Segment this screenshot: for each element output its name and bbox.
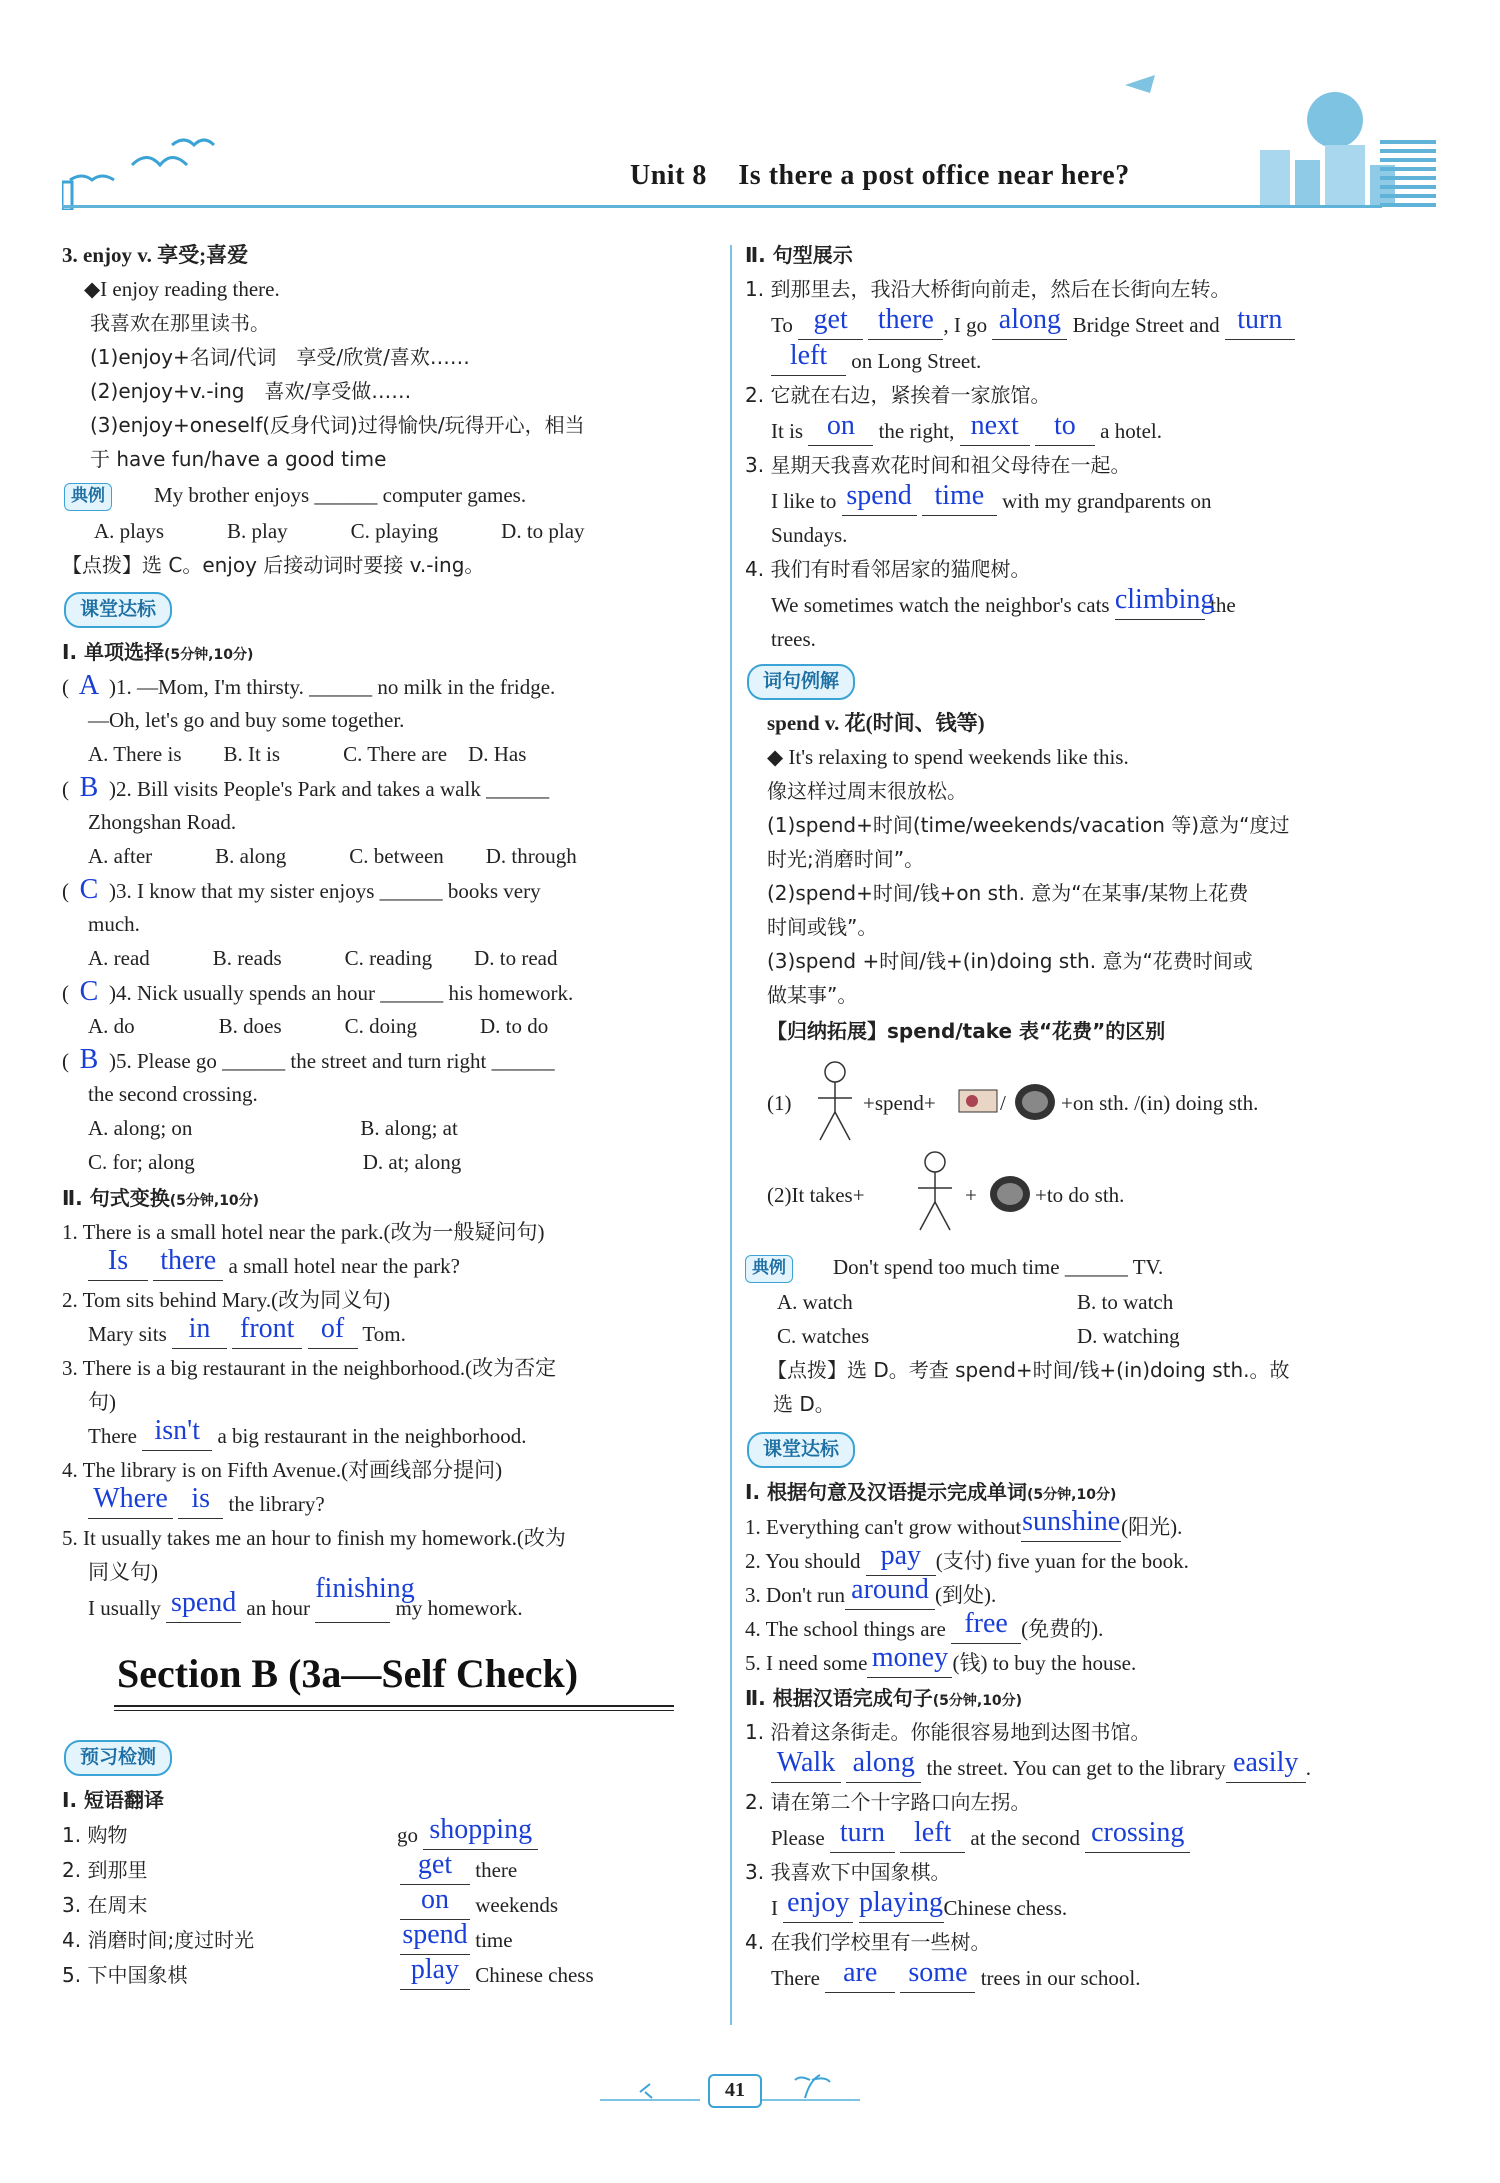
phrase-4-answer: spend: [402, 1919, 468, 1950]
page-title: [630, 160, 1130, 192]
q1-options: A. There is B. It is C. There are D. Has: [88, 742, 527, 766]
s1-time: (5分钟,10分): [164, 647, 254, 663]
example-tip: 【点拨】选 C。enjoy 后接动词时要接 v.-ing。: [62, 553, 485, 577]
enjoy-rule-2: (2)enjoy+v.-ing 喜欢/享受做……: [90, 379, 412, 403]
k1-2: [745, 1540, 1189, 1576]
t2-answer-3: of: [320, 1313, 345, 1344]
k1-3-pre: 3. Don't run: [745, 1583, 846, 1607]
k2-1-post: .: [1305, 1756, 1311, 1780]
enjoy-example-cn: 我喜欢在那里读书。: [90, 311, 270, 335]
formula-1-post: +on sth. /(in) doing sth.: [1061, 1091, 1259, 1115]
t1-answer-line: [88, 1245, 460, 1281]
k2-4-answer-2: some: [908, 1957, 968, 1988]
r2-answer-2: next: [970, 410, 1019, 441]
example-question: My brother enjoys ______ computer games.: [154, 483, 527, 507]
unit-label: Unit 8: [630, 160, 707, 191]
k1-4-answer: free: [964, 1608, 1008, 1639]
q4-answer: C: [79, 976, 99, 1007]
q4: ( C )4. Nick usually spends an hour ______ his homework.: [62, 976, 574, 1007]
q4-text: )4. Nick usually spends an hour ______ his homework.: [109, 981, 574, 1005]
k2-3-pre: I: [771, 1896, 778, 1920]
section-title: Section B (3a—Self Check): [117, 1651, 579, 1696]
k2-4-cn: 4. 在我们学校里有一些树。: [745, 1930, 991, 1954]
example-question-right: Don't spend too much time ______ TV.: [833, 1255, 1164, 1279]
r-heading: Ⅱ. 句型展示: [745, 243, 853, 267]
s1-heading: [62, 637, 253, 670]
t4-answer-1: Where: [93, 1483, 168, 1514]
q1: ( A )1. —Mom, I'm thirsty. ______ no milk in the fridge.: [62, 670, 556, 701]
r2-mid: the right,: [878, 419, 955, 443]
k2-2-line: [771, 1817, 1190, 1853]
t5-prompt-2: 同义句): [88, 1560, 158, 1584]
phrase-4-post: time: [475, 1928, 513, 1952]
spend-rule-3: (3)spend +时间/钱+(in)doing sth. 意为“花费时间或: [767, 949, 1253, 973]
k2-4-pre: There: [771, 1966, 820, 1990]
phrase-5-answer: play: [410, 1954, 460, 1985]
t4-post: the library?: [228, 1492, 325, 1516]
k1-5-pre: 5. I need some: [745, 1651, 868, 1675]
t2-post: Tom.: [362, 1322, 406, 1346]
r4-line: [771, 584, 1236, 620]
r3-post: with my grandparents on: [1002, 489, 1212, 513]
r2-pre: It is: [771, 419, 804, 443]
k2-3-post: Chinese chess.: [943, 1896, 1068, 1920]
k2-2-mid: at the second: [970, 1826, 1081, 1850]
k1-time: (5分钟,10分): [1027, 1487, 1117, 1503]
q1-text: )1. —Mom, I'm thirsty. ______ no milk in the fridge.: [109, 675, 556, 699]
k1-title: Ⅰ. 根据句意及汉语提示完成单词: [745, 1480, 1028, 1504]
q1-answer: A: [78, 670, 100, 701]
k1-2-post: (支付) five yuan for the book.: [935, 1549, 1189, 1573]
spend-rule-1: (1)spend+时间(time/weekends/vacation 等)意为“度过: [767, 813, 1290, 837]
formula-2-pre: (2)It takes+: [767, 1183, 865, 1207]
r3-answer-1: spend: [846, 480, 912, 511]
k1-1-answer: sunshine: [1022, 1506, 1121, 1537]
clock-icon: [1013, 1082, 1057, 1122]
option-c: C. watches: [777, 1324, 870, 1348]
k2-2-cn: 2. 请在第二个十字路口向左拐。: [745, 1790, 1031, 1814]
t3-answer-line: [88, 1415, 527, 1451]
r2-cn: 2. 它就在右边，紧挨着一家旅馆。: [745, 383, 1051, 407]
t3-prompt-2: 句): [88, 1390, 116, 1414]
seagull-decoration: [62, 110, 232, 210]
q2-options: A. after B. along C. between D. through: [88, 844, 577, 868]
r3-cn: 3. 星期天我喜欢花时间和祖父母待在一起。: [745, 453, 1131, 477]
k2-heading: [745, 1683, 1022, 1716]
k2-2-answer-2: left: [914, 1817, 952, 1848]
phrase-1-answer: shopping: [429, 1814, 533, 1845]
tag-word-examples: 词句例解: [747, 664, 855, 700]
r3-pre: I like to: [771, 489, 837, 513]
t5-mid: an hour: [246, 1596, 310, 1620]
k1-5-post: (钱) to buy the house.: [952, 1651, 1137, 1675]
r3-line: [771, 480, 1212, 516]
k2-3-cn: 3. 我喜欢下中国象棋。: [745, 1860, 951, 1884]
q5-line2: the second crossing.: [88, 1082, 258, 1106]
k1-2-answer: pay: [880, 1540, 922, 1571]
k2-4-line: [771, 1957, 1141, 1993]
s2-time: (5分钟,10分): [169, 1193, 260, 1209]
phrase-4-en: [400, 1919, 513, 1955]
t4-answer-2: is: [191, 1483, 211, 1514]
option-b: B. to watch: [1077, 1290, 1174, 1314]
r1-answer-3: along: [998, 304, 1061, 335]
q2-text: )2. Bill visits People's Park and takes a walk ______: [109, 777, 550, 801]
column-divider: [730, 245, 732, 2025]
k2-3-line: [771, 1887, 1068, 1923]
k1-5: [745, 1642, 1137, 1678]
header-rule: [62, 205, 1382, 208]
example-options: A. plays B. play C. playing D. to play: [94, 519, 585, 543]
r1-answer-1: get: [813, 304, 848, 335]
k2-1-answer-1: Walk: [776, 1747, 836, 1778]
phrase-5-post: Chinese chess: [475, 1963, 594, 1987]
q3-text: )3. I know that my sister enjoys ______ books very: [109, 879, 541, 903]
k2-1-line: [771, 1747, 1311, 1783]
r1-line2: [771, 340, 982, 376]
t1-answer-2: there: [160, 1245, 217, 1276]
phrase-5-en: [400, 1954, 594, 1990]
t3-pre: There: [88, 1424, 137, 1448]
t1-prompt: 1. There is a small hotel near the park.(改为一般疑问句): [62, 1220, 545, 1244]
q4-options: A. do B. does C. doing D. to do: [88, 1014, 549, 1038]
tag-preview-check: 预习检测: [64, 1740, 172, 1776]
example-tip-right-2: 选 D。: [773, 1392, 835, 1416]
k1-4-pre: 4. The school things are: [745, 1617, 946, 1641]
phrase-4-cn: 4. 消磨时间;度过时光: [62, 1928, 255, 1952]
k2-4-answer-1: are: [843, 1957, 878, 1988]
k2-title: Ⅱ. 根据汉语完成句子: [745, 1686, 933, 1710]
q3-line2: much.: [88, 912, 140, 936]
t4-prompt: 4. The library is on Fifth Avenue.(对画线部分提问): [62, 1458, 503, 1482]
q3: ( C )3. I know that my sister enjoys ______ books very: [62, 874, 541, 905]
t5-pre: I usually: [88, 1596, 161, 1620]
spend-example-en: ◆ It's relaxing to spend weekends like this.: [767, 745, 1129, 769]
summary-heading: 【归纳拓展】spend/take 表“花费”的区别: [767, 1019, 1166, 1043]
r4-cn: 4. 我们有时看邻居家的猫爬树。: [745, 557, 1031, 581]
t2-answer-line: [88, 1313, 406, 1349]
k2-4-post: trees in our school.: [980, 1966, 1141, 1990]
spend-rule-2: (2)spend+时间/钱+on sth. 意为“在某事/某物上花费: [767, 881, 1249, 905]
money-icon: [958, 1088, 998, 1114]
person-icon: [810, 1060, 860, 1145]
t5-post: my homework.: [395, 1596, 523, 1620]
r2-answer-1: on: [826, 410, 855, 441]
formula-1-pre: (1): [767, 1091, 792, 1115]
k2-1-answer-2: along: [852, 1747, 915, 1778]
t3-post: a big restaurant in the neighborhood.: [217, 1424, 527, 1448]
tag-class-practice: 课堂达标: [64, 592, 172, 628]
q3-options: A. read B. reads C. reading D. to read: [88, 946, 558, 970]
k1-3: [745, 1574, 997, 1610]
t3-prompt: 3. There is a big restaurant in the neighborhood.(改为否定: [62, 1356, 557, 1380]
k2-2-pre: Please: [771, 1826, 825, 1850]
t2-prompt: 2. Tom sits behind Mary.(改为同义句): [62, 1288, 391, 1312]
tag-class-practice-right: 课堂达标: [747, 1432, 855, 1468]
r1-answer-4: turn: [1237, 304, 1283, 335]
q3-answer: C: [79, 874, 99, 905]
q5-answer: B: [79, 1044, 99, 1075]
s1-title: Ⅰ. 单项选择: [62, 640, 165, 664]
r4-line2: trees.: [771, 627, 816, 651]
q2: ( B )2. Bill visits People's Park and takes a walk ______: [62, 772, 550, 803]
formula-1: [767, 1088, 792, 1118]
phrase-heading: Ⅰ. 短语翻译: [62, 1788, 165, 1812]
k2-3-answer-1: enjoy: [787, 1887, 850, 1918]
r1-pre: To: [771, 313, 793, 337]
q5: ( B )5. Please go ______ the street and turn right ______: [62, 1044, 555, 1075]
section-rule-2: [114, 1710, 674, 1711]
clock-icon-2: [988, 1174, 1032, 1214]
phrase-3-post: weekends: [475, 1893, 559, 1917]
k1-5-answer: money: [871, 1642, 949, 1673]
phrase-3-cn: 3. 在周末: [62, 1893, 148, 1917]
k1-1: [745, 1506, 1183, 1542]
q2-line2: Zhongshan Road.: [88, 810, 237, 834]
t5-answer-2: finishing: [315, 1573, 415, 1604]
phrase-3-answer: on: [421, 1884, 449, 1915]
r1-answer-5: left: [789, 340, 828, 371]
page-number: 41: [708, 2074, 762, 2108]
spend-example-cn: 像这样过周末很放松。: [767, 779, 967, 803]
r2-line: [771, 410, 1162, 446]
r1-line1: [771, 304, 1295, 340]
spend-rule-1b: 时光;消磨时间”。: [767, 847, 925, 871]
enjoy-rule-1: (1)enjoy+名词/代词 享受/欣赏/喜欢……: [90, 345, 470, 369]
r2-post: a hotel.: [1100, 419, 1162, 443]
t5-prompt: 5. It usually takes me an hour to finish my homework.(改为: [62, 1526, 566, 1550]
r1-answer-2: there: [877, 304, 934, 335]
k2-1-mid: the street. You can get to the library: [926, 1756, 1226, 1780]
formula-1-slash: /: [1000, 1091, 1006, 1115]
phrase-1-pre: go: [397, 1823, 418, 1847]
phrase-1-cn: 1. 购物: [62, 1823, 128, 1847]
r4-post: the: [1210, 593, 1236, 617]
phrase-2-cn: 2. 到那里: [62, 1858, 148, 1882]
q2-answer: B: [79, 772, 99, 803]
example-tip-right: 【点拨】选 D。考查 spend+时间/钱+(in)doing sth.。故: [767, 1358, 1290, 1382]
phrase-2-post: there: [475, 1858, 518, 1882]
spend-rule-3b: 做某事”。: [767, 983, 858, 1007]
section-rule: [114, 1705, 674, 1707]
spend-heading: spend v. 花(时间、钱等): [767, 711, 985, 735]
r2-answer-3: to: [1054, 410, 1076, 441]
phrase-3-en: [400, 1884, 559, 1920]
option-a: A. watch: [777, 1290, 853, 1314]
k1-1-pre: 1. Everything can't grow without: [745, 1515, 1022, 1539]
t2-answer-1: in: [188, 1313, 211, 1344]
r1-mid2: Bridge Street and: [1072, 313, 1220, 337]
r3-answer-2: time: [934, 480, 985, 511]
r4-answer-1: climbing: [1114, 584, 1215, 615]
k1-3-post: (到处).: [935, 1583, 997, 1607]
q5-options-1: A. along; on B. along; at: [88, 1116, 458, 1140]
phrase-2-en: [400, 1849, 518, 1885]
enjoy-rule-3: (3)enjoy+oneself(反身代词)过得愉快/玩得开心，相当: [90, 413, 585, 437]
q5-options-2: C. for; along D. at; along: [88, 1150, 462, 1174]
formula-2-mid: +: [965, 1183, 977, 1207]
k1-4-post: (免费的).: [1021, 1617, 1104, 1641]
k1-1-post: (阳光).: [1121, 1515, 1183, 1539]
formula-1-mid: +spend+: [863, 1091, 936, 1115]
t1-answer-1: Is: [107, 1245, 129, 1276]
t2-answer-2: front: [240, 1313, 295, 1344]
q1-line2: —Oh, let's go and buy some together.: [88, 708, 405, 732]
k2-3-answer-2: playing: [859, 1887, 943, 1918]
t3-answer-1: isn't: [154, 1415, 200, 1446]
r1-mid: , I go: [943, 313, 988, 337]
s2-heading: [62, 1183, 259, 1216]
r1-post: on Long Street.: [851, 349, 982, 373]
k2-2-answer-3: crossing: [1091, 1817, 1185, 1848]
k1-4: [745, 1608, 1104, 1644]
phrase-1-en: [397, 1814, 538, 1850]
t1-rest: a small hotel near the park?: [228, 1254, 460, 1278]
enjoy-example-en: ◆I enjoy reading there.: [84, 277, 280, 301]
header-stripes: [1380, 140, 1436, 208]
t5-answer-line: [88, 1573, 523, 1623]
q5-text: )5. Please go ______ the street and turn right ______: [109, 1049, 555, 1073]
t4-answer-line: [88, 1483, 325, 1519]
example-tag: 典例: [64, 483, 112, 511]
formula-2-post: +to do sth.: [1035, 1183, 1125, 1207]
k2-1-cn: 1. 沿着这条街走。你能很容易地到达图书馆。: [745, 1720, 1151, 1744]
r3-line2: Sundays.: [771, 523, 848, 547]
t5-answer-1: spend: [170, 1587, 237, 1618]
enjoy-heading: 3. enjoy v. 享受;喜爱: [62, 243, 249, 267]
r1-cn: 1. 到那里去，我沿大桥街向前走，然后在长街向左转。: [745, 277, 1231, 301]
k1-2-pre: 2. You should: [745, 1549, 861, 1573]
phrase-2-answer: get: [417, 1849, 453, 1880]
option-d: D. watching: [1077, 1324, 1180, 1348]
t2-pre: Mary sits: [88, 1322, 167, 1346]
spend-rule-2b: 时间或钱”。: [767, 915, 878, 939]
example-tag-right: 典例: [745, 1255, 793, 1283]
s2-title: Ⅱ. 句式变换: [62, 1186, 170, 1210]
k2-1-answer-3: easily: [1233, 1747, 1299, 1778]
enjoy-rule-3b: 于 have fun/have a good time: [90, 447, 387, 471]
person-icon-2: [910, 1150, 960, 1235]
k2-2-answer-1: turn: [839, 1817, 885, 1848]
unit-title: Is there a post office near here?: [738, 160, 1130, 191]
k2-time: (5分钟,10分): [932, 1693, 1023, 1709]
r4-pre: We sometimes watch the neighbor's cats: [771, 593, 1110, 617]
phrase-5-cn: 5. 下中国象棋: [62, 1963, 188, 1987]
k1-3-answer: around: [851, 1574, 929, 1605]
